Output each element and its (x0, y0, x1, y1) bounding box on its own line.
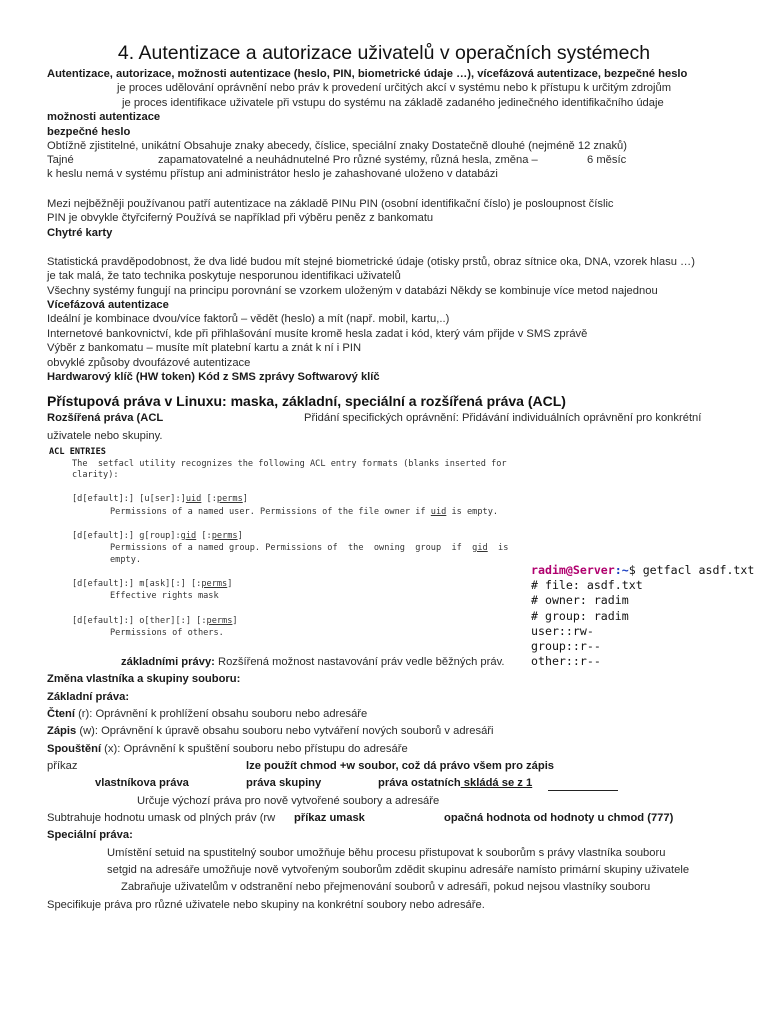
bio-line-2: je tak malá, že tato technika poskytuje nesporunou identifikaci uživatelů (47, 270, 401, 282)
acl-entry-mask-format: [d[efault]:] m[ask][:] [:perms] (72, 579, 233, 589)
vlastnikova-prava: vlastníkova práva (95, 777, 189, 789)
umask-definition: Určuje výchozí práva pro nově vytvořené soubory a adresáře (137, 795, 440, 807)
acl-entry-user-desc: Permissions of a named user. Permissions of the file owner if uid is empty. (110, 507, 499, 517)
pin-line-1: Mezi nejběžněji používanou patří autentizace na základě PINu PIN (osobní identifikační číslo) je posloupnost číslic (47, 198, 614, 210)
vf-line-2: Internetové bankovnictví, kde při přihlašování musíte kromě hesla zadat i kód, který vám přijde v SMS zprávě (47, 328, 588, 340)
moznosti-heading: možnosti autentizace (47, 111, 161, 123)
prava-ostatnich: práva ostatních skládá se z 1 (378, 777, 533, 789)
token-line: Hardwarový klíč (HW token) Kód z SMS zprávy Softwarový klíč (47, 371, 380, 383)
heslo-line-2b: zapamatovatelné a neuhádnutelné Pro různé systémy, různá hesla, změna – (158, 154, 538, 166)
pin-line-2: PIN je obvykle čtyřciferný Používá se například při výběru peněz z bankomatu (47, 212, 434, 224)
setuid-line: Umístění setuid na spustitelný soubor umožňuje běhu procesu přistupovat k souborům s právy vlastníka souboru (107, 847, 666, 859)
rozsirena-definition-2: uživatele nebo skupiny. (47, 430, 163, 442)
manpage-line: clarity): (72, 470, 119, 480)
acl-entry-mask-desc: Effective rights mask (110, 591, 219, 601)
keywords-line: Autentizace, autorizace, možnosti autentizace (heslo, PIN, biometrické údaje …), vícefázová autentizace, bezpečné heslo (47, 68, 688, 80)
prikaz-label: příkaz (47, 760, 78, 772)
specialni-heading: Speciální práva: (47, 829, 133, 841)
terminal-line: # owner: radim (531, 593, 629, 608)
terminal-command: $ getfacl asdf.txt (628, 563, 755, 577)
terminal-output (531, 563, 754, 669)
fill-in-blank-line (548, 790, 618, 791)
spousteni-line: Spouštění (x): Oprávnění k spuštění souboru nebo přístupu do adresáře (47, 743, 408, 755)
vf-line-1: Ideální je kombinace dvou/více faktorů – vědět (heslo) a mít (např. mobil, kartu,..) (47, 313, 450, 325)
prikaz-umask: příkaz umask (294, 812, 365, 824)
acl-summary-line: Specifikuje práva pro různé uživatele nebo skupiny na konkrétní soubory nebo adresáře. (47, 899, 485, 911)
zakladni-prava-line: základními právy: Rozšířená možnost nastavování práv vedle běžných práv. (121, 656, 505, 668)
acl-entry-user-format: [d[efault]:] [u[ser]:]uid [:perms] (72, 494, 248, 504)
heslo-line-1: Obtížně zjistitelné, unikátní Obsahuje znaky abecedy, číslice, speciální znaky Dostatečně dlouhé (nejméně 12 znaků) (47, 140, 628, 152)
zakladni-heading: Základní práva: (47, 691, 130, 703)
rozsirena-label: Rozšířená práva (ACL (47, 412, 164, 424)
terminal-line: # file: asdf.txt (531, 578, 643, 593)
section-heading-prava: Přístupová práva v Linuxu: maska, základní, speciální a rozšířená práva (ACL) (47, 393, 566, 409)
acl-entry-other-format: [d[efault]:] o[ther][:] [:perms] (72, 616, 238, 626)
acl-entry-other-desc: Permissions of others. (110, 628, 224, 638)
terminal-user: radim@Server (531, 563, 615, 577)
cteni-line: Čtení (r): Oprávnění k prohlížení obsahu souboru nebo adresáře (47, 708, 368, 720)
setgid-line: setgid na adresáře umožňuje nově vytvořeným souborům zdědit skupinu adresáře namísto primární skupiny uživatele (107, 864, 690, 876)
vf-line-4: obvyklé způsoby dvoufázové autentizace (47, 357, 251, 369)
terminal-line: user::rw- (531, 623, 594, 638)
umask-subtract-line: Subtrahuje hodnotu umask od plných práv (rw (47, 812, 276, 824)
umask-opposite: opačná hodnota od hodnoty u chmod (777) (444, 812, 674, 824)
heslo-line-2a: Tajné (47, 154, 74, 166)
manpage-line: The setfacl utility recognizes the following ACL entry formats (blanks inserted for (72, 459, 507, 469)
bio-line-1: Statistická pravděpodobnost, že dva lidé budou mít stejné biometrické údaje (otisky prstů, obraz sítnice oka, DNA, vzorek hlasu …) (47, 256, 695, 268)
document-title: 4. Autentizace a autorizace uživatelů v operačních systémech (117, 42, 651, 64)
prava-skupiny: práva skupiny (246, 777, 322, 789)
terminal-line: other::r-- (531, 654, 601, 669)
terminal-path: :~ (614, 563, 629, 577)
heslo-line-3: k heslu nemá v systému přístup ani administrátor heslo je zahashované uloženo v databázi (47, 168, 498, 180)
chytre-karty-heading: Chytré karty (47, 227, 113, 239)
terminal-line: group::r-- (531, 639, 601, 654)
vf-line-3: Výběr z bankomatu – musíte mít platební kartu a znát k ní i PIN (47, 342, 362, 354)
zapis-line: Zápis (w): Oprávnění k úpravě obsahu souboru nebo vytváření nových souborů v adresáři (47, 725, 494, 737)
terminal-line: # group: radim (531, 608, 629, 623)
heslo-line-2c: 6 měsíc (587, 154, 627, 166)
chmod-line: lze použít chmod +w soubor, což dá právo všem pro zápis (246, 760, 555, 772)
acl-entry-group-desc-2: empty. (110, 555, 142, 565)
autorizace-definition: je proces udělování oprávnění nebo práv k provedení určitých akcí v systému nebo k přístupu k určitým zdrojům (117, 82, 672, 94)
rozsirena-definition: Přidání specifických oprávnění: Přidávání individuálních oprávnění pro konkrétní (304, 412, 702, 424)
zmena-heading: Změna vlastníka a skupiny souboru: (47, 673, 241, 685)
acl-entry-group-format: [d[efault]:] g[roup]:gid [:perms] (72, 531, 243, 541)
sticky-line: Zabraňuje uživatelům v odstranění nebo přejmenování souborů v adresáři, pokud nejsou vlastníky souboru (121, 881, 651, 893)
manpage-heading: ACL ENTRIES (49, 447, 106, 457)
autentizace-definition: je proces identifikace uživatele při vstupu do systému na základě zadaného jedinečného identifikačního údaje (122, 97, 664, 109)
bezpecne-heslo-heading: bezpečné heslo (47, 126, 131, 138)
vicefazova-heading: Vícefázová autentizace (47, 299, 169, 311)
acl-entry-group-desc: Permissions of a named group. Permissions of the owning group if gid is (110, 543, 509, 553)
bio-line-3: Všechny systémy fungují na principu porovnání se vzorkem uloženým v databázi Někdy se kombinuje více metod najednou (47, 285, 658, 297)
